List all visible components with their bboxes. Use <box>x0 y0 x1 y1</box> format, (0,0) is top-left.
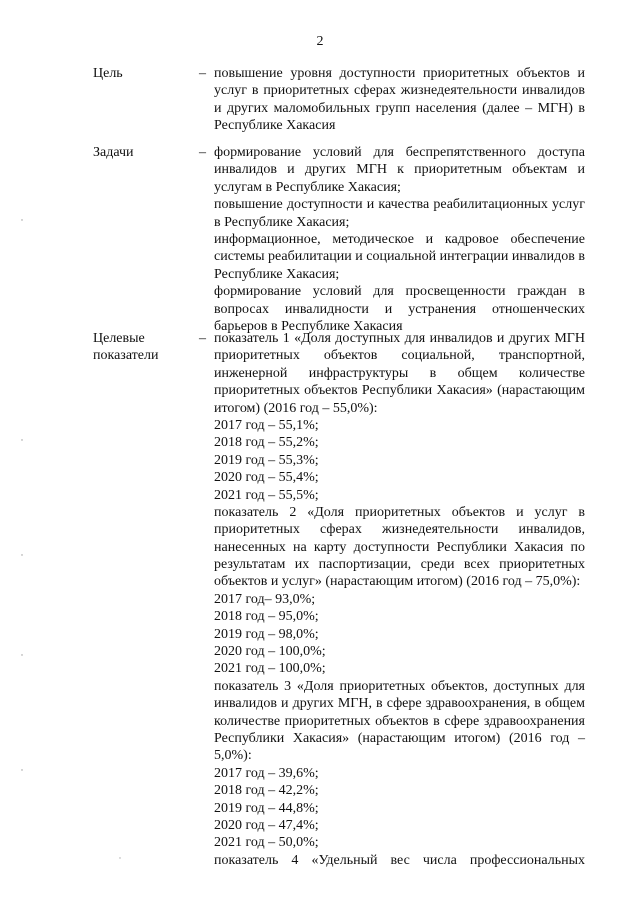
speck <box>21 439 22 440</box>
speck <box>21 769 22 770</box>
speck <box>21 554 22 555</box>
goal-dash: – <box>199 66 206 81</box>
tasks-text: формирование условий для беспрепятственного доступа инвалидов и других МГН к приоритетным объектам и услугам в Республике Хакасия; повышение доступности и качества реабилитационных услуг в Республике Хакасия; информационное, методическое и кадровое обеспечение системы реабилитации и социальной интеграции инвалидов в Республике Хакасия; формирование условий для просвещенности граждан в вопросах инвалидности и устранения отношенческих барьеров в Республике Хакасия <box>214 145 585 334</box>
indicators-text: показатель 1 «Доля доступных для инвалидов и других МГН приоритетных объектов социальной, транспортной, инженерной инфраструктуры в общем количестве приоритетных объектов Республики Хакасия» (нарастающим итогом) (2016 год – 55,0%): 2017 год – 55,1%; 2018 год – 55,2%; 2019 год – 55,3%; 2020 год – 55,4%; 2021 год – 55,5%; показатель 2 «Доля приоритетных объектов и услуг в приоритетных сферах жизнедеятельности инвалидов, нанесенных на карту доступности Республики Хакасия по результатам их паспортизации, среди всех приоритетных объектов и услуг» (нарастающим итогом) (2016 год – 75,0%): 2017 год– 93,0%; 2018 год – 95,0%; 2019 год – 98,0%; 2020 год – 100,0%; 2021 год – 100,0%; показатель 3 «Доля приоритетных объектов, доступных для инвалидов и других МГН, в сфере здравоохранения, в общем количестве приоритетных объектов в сфере здравоохранения Республики Хакасия» (нарастающим итогом) (2016 год – 5,0%): 2017 год – 39,6%; 2018 год – 42,2%; 2019 год – 44,8%; 2020 год – 47,4%; 2021 год – 50,0%; показатель 4 «Удельный вес числа профессиональных <box>214 331 585 868</box>
speck <box>21 654 22 655</box>
indicators-dash: – <box>199 331 206 346</box>
speck <box>21 219 22 220</box>
goal-text: повышение уровня доступности приоритетных объектов и услуг в приоритетных сферах жизнедеятельности инвалидов и других маломобильных групп населения (далее – МГН) в Республике Хакасия <box>214 66 585 134</box>
speck <box>119 857 120 858</box>
tasks-dash: – <box>199 145 206 160</box>
goal-label: Цель <box>93 66 123 81</box>
tasks-label: Задачи <box>93 145 134 160</box>
indicators-label: Целевые показатели <box>93 331 159 364</box>
page-number: 2 <box>316 34 324 49</box>
